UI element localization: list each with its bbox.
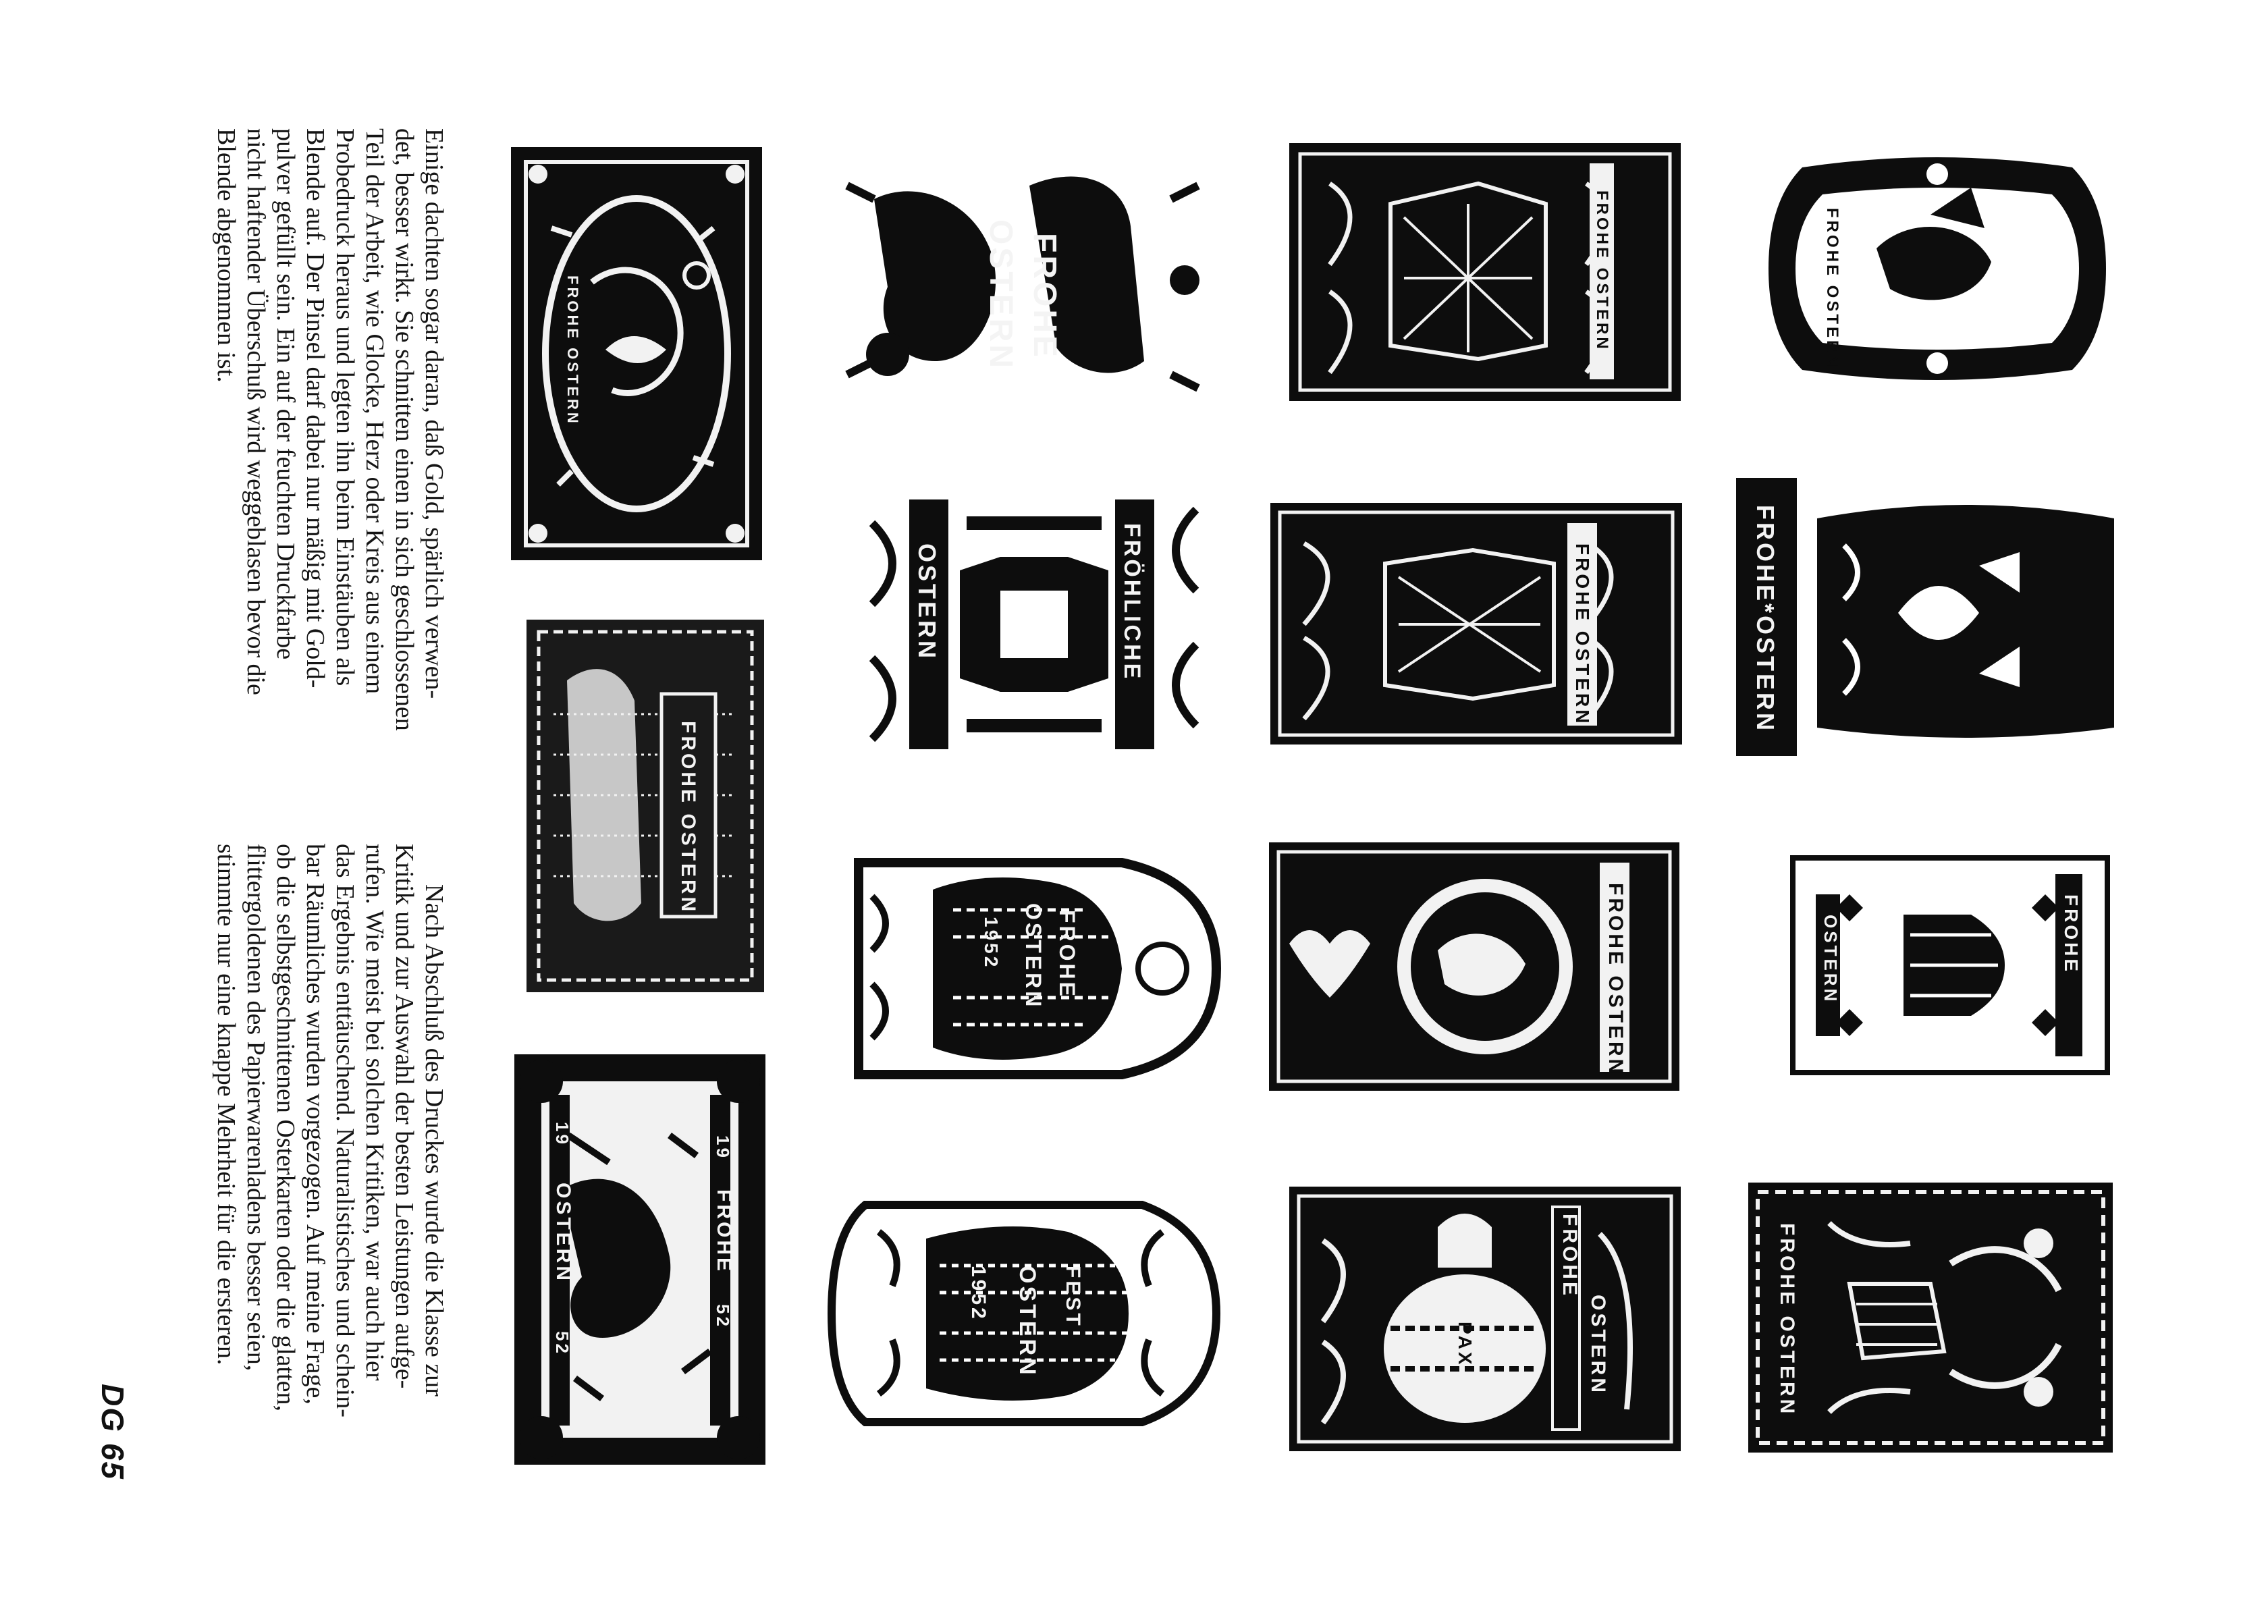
- text-line: stimmte nur eine knappe Mehrheit für die ersteren.: [212, 844, 240, 1365]
- card-greeting: FROHE: [1559, 1214, 1581, 1298]
- easter-card-egg-pax: [1289, 1187, 1681, 1451]
- woodcut-basket: [1289, 143, 1681, 401]
- card-greeting: FROHE: [1055, 910, 1079, 999]
- easter-card-lamb-arch: [845, 496, 1226, 753]
- text-line: Blende abgenommen ist.: [212, 128, 240, 383]
- card-greeting: OSTERN: [983, 219, 1019, 371]
- card-year: 52: [552, 1331, 572, 1356]
- text-line: Kritik und zur Auswahl der besten Leistungen aufge-: [390, 844, 418, 1389]
- card-greeting: FROHE OSTERN: [677, 721, 699, 915]
- easter-card-basket-wide: [1270, 503, 1682, 745]
- text-line: Probedruck heraus und legten ihn beim Einstäuben als: [331, 128, 359, 686]
- easter-card-hare-1952: [514, 1054, 765, 1465]
- woodcut-dove-heart: [1736, 478, 2120, 756]
- card-greeting: OSTERN: [1015, 1266, 1040, 1378]
- easter-card-basket-tall: [1289, 143, 1681, 401]
- text-line: Blende auf. Der Pinsel darf dabei nur mäßig mit Gold-: [301, 128, 329, 688]
- text-column-1: [206, 128, 449, 837]
- easter-card-bird-wreath: [511, 147, 762, 560]
- card-year: 19: [552, 1122, 572, 1147]
- card-greeting: OSTERN: [552, 1183, 574, 1284]
- text-line: ob die selbstgeschnittenen Osterkarten oder die glatten,: [271, 844, 300, 1412]
- easter-card-egg-bell: [832, 856, 1224, 1081]
- card-year: 52: [713, 1304, 733, 1329]
- card-greeting: OSTERN: [1587, 1295, 1609, 1396]
- easter-card-lamb-roundel: [1269, 842, 1679, 1091]
- text-line: rufen. Wie meist bei solchen Kritiken, war auch hier: [360, 844, 389, 1381]
- easter-card-lamb-cartouche: [1762, 147, 2113, 390]
- text-line: Nach Abschluß des Druckes wurde die Klasse zur: [420, 884, 448, 1397]
- card-greeting: OSTERN: [913, 543, 941, 661]
- woodcut-lamb-arch: [845, 496, 1226, 753]
- easter-card-dove-heart: [1736, 478, 2120, 756]
- woodcut-lamb-banner: [834, 159, 1215, 403]
- card-greeting: FROHE: [2061, 894, 2082, 974]
- card-greeting: FROHE OSTERN: [1593, 190, 1611, 352]
- text-line: Teil der Arbeit, wie Glocke, Herz oder Kreis aus einem: [360, 128, 389, 695]
- page-number: DG 65: [95, 1384, 130, 1480]
- card-year: 1952: [967, 1266, 990, 1322]
- card-greeting: OSTERN: [1021, 903, 1046, 1010]
- easter-card-lamb-banner: [834, 159, 1215, 403]
- card-year: 19: [713, 1135, 733, 1160]
- card-greeting: FROHE OSTERN: [1572, 543, 1593, 726]
- text-line: das Ergebnis enttäuschend. Naturalistisches und schein-: [331, 844, 359, 1417]
- easter-card-lamb-meadow: [526, 620, 764, 992]
- easter-card-bell-flowers: [1789, 854, 2111, 1077]
- easter-card-lamb-branches: [1748, 1183, 2113, 1453]
- card-greeting: FEST: [1062, 1266, 1084, 1328]
- card-greeting: PAX: [1455, 1322, 1476, 1368]
- woodcut-egg-pax: [1289, 1187, 1681, 1451]
- card-greeting: FROHE: [1027, 233, 1062, 360]
- woodcut-lamb-branches: [1748, 1183, 2113, 1453]
- woodcut-basket-branches: [1270, 503, 1682, 745]
- card-greeting: FROHE: [713, 1189, 735, 1274]
- woodcut-lamb-meadow: [526, 620, 764, 992]
- text-line: bar Räumliches wurden vorgezogen. Auf meine Frage,: [301, 844, 329, 1405]
- card-greeting: FROHE*OSTERN: [1752, 505, 1779, 734]
- text-line: det, besser wirkt. Sie schnitten einen in sich geschlossenen: [390, 128, 418, 731]
- text-column-2: [206, 844, 449, 1444]
- card-greeting: FROHE OSTERN: [1776, 1223, 1798, 1417]
- card-greeting: FROHE OSTERN: [1823, 208, 1841, 369]
- card-greeting: FROHE OSTERN: [1604, 883, 1627, 1077]
- card-year: 1952: [981, 917, 1002, 970]
- woodcut-bird-wreath: [511, 147, 762, 560]
- text-line: Einige dachten sogar daran, daß Gold, spärlich verwen-: [420, 128, 448, 699]
- text-line: flittergoldenen des Papierwarenladens besser seien,: [242, 844, 270, 1372]
- text-line: pulver gefüllt sein. Ein auf der feuchten Druckfarbe: [271, 128, 300, 660]
- woodcut-lamb-cartouche: [1762, 147, 2113, 390]
- card-greeting: FROHE OSTERN: [564, 275, 581, 426]
- card-greeting: OSTERN: [1820, 915, 1841, 1004]
- text-line: nicht haftender Überschuß wird weggeblasen bevor die: [242, 128, 270, 695]
- card-greeting: FRÖHLICHE: [1119, 523, 1145, 682]
- easter-card-bell-wreath: [825, 1191, 1223, 1436]
